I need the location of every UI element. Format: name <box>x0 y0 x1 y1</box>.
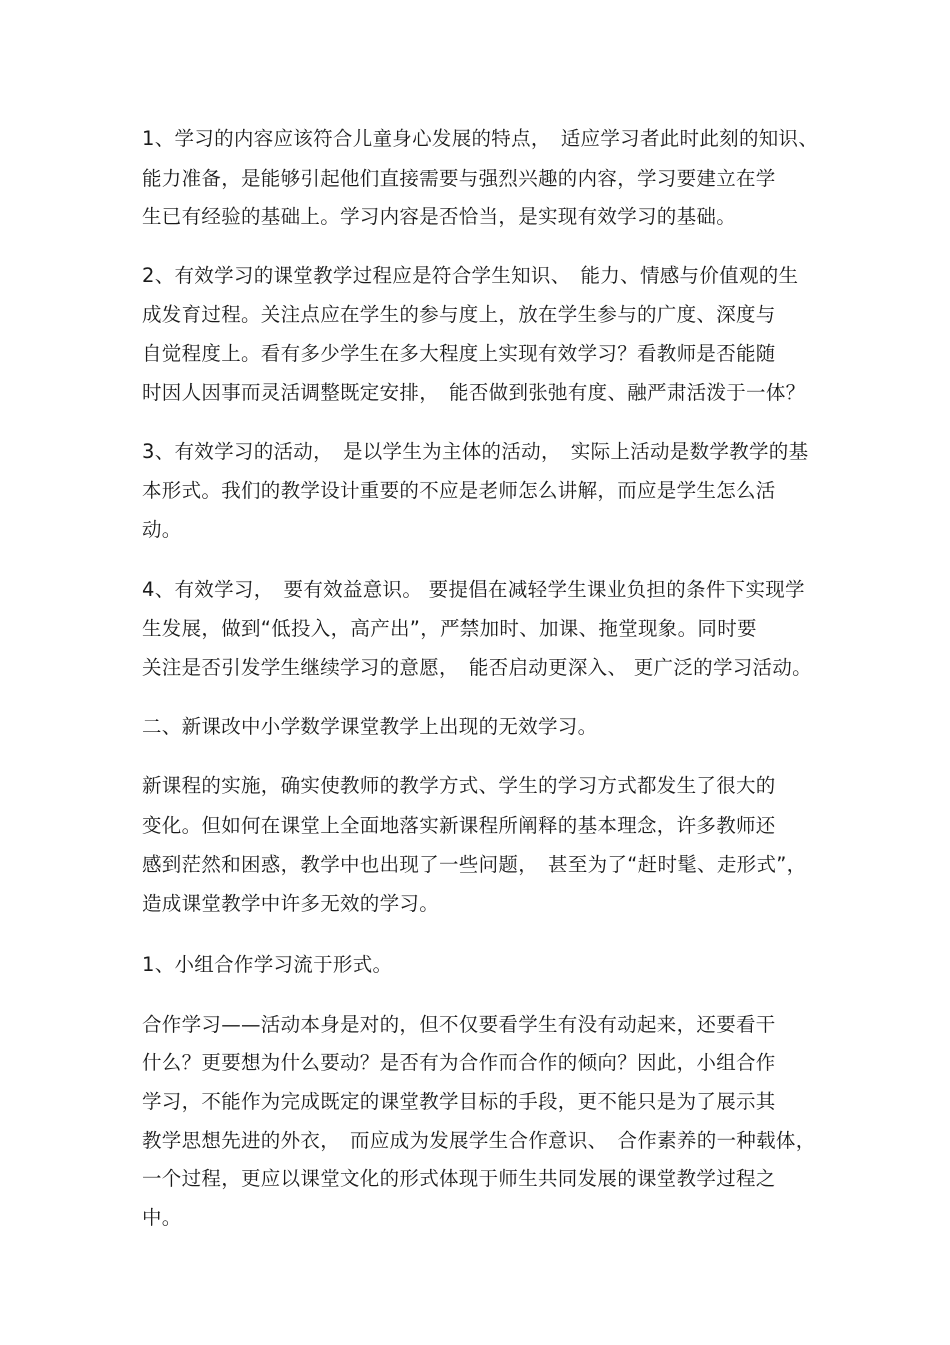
paragraph-2-line-1: 2、有效学习的课堂教学过程应是符合学生知识、 能力、情感与价值观的生 <box>142 264 799 287</box>
paragraph-2-line-3: 自觉程度上。看有多少学生在多大程度上实现有效学习？看教师是否能随 <box>142 342 776 365</box>
paragraph-8-line-4: 教学思想先进的外衣， 而应成为发展学生合作意识、 合作素养的一种载体， <box>142 1129 816 1152</box>
paragraph-3-line-1: 3、有效学习的活动， 是以学生为主体的活动， 实际上活动是数学教学的基 <box>142 440 809 463</box>
paragraph-8-line-5: 一个过程，更应以课堂文化的形式体现于师生共同发展的课堂教学过程之 <box>142 1167 776 1190</box>
paragraph-2-line-2: 成发育过程。关注点应在学生的参与度上，放在学生参与的广度、深度与 <box>142 303 776 326</box>
paragraph-8-line-1: 合作学习——活动本身是对的，但不仅要看学生有没有动起来，还要看干 <box>142 1013 776 1036</box>
paragraph-3-line-3: 动。 <box>142 518 182 541</box>
paragraph-3-line-2: 本形式。我们的教学设计重要的不应是老师怎么讲解，而应是学生怎么活 <box>142 479 776 502</box>
paragraph-1-line-1: 1、学习的内容应该符合儿童身心发展的特点， 适应学习者此时此刻的知识、 <box>142 127 819 150</box>
paragraph-8-line-2: 什么？更要想为什么要动？是否有为合作而合作的倾向？因此，小组合作 <box>142 1051 776 1074</box>
paragraph-6-line-4: 造成课堂教学中许多无效的学习。 <box>142 892 440 915</box>
paragraph-4-line-2: 生发展，做到“低投入，高产出”，严禁加时、加课、拖堂现象。同时要 <box>142 617 757 640</box>
paragraph-6-line-3: 感到茫然和困惑，教学中也出现了一些问题， 甚至为了“赶时髦、走形式”， <box>142 853 807 876</box>
paragraph-2-line-4: 时因人因事而灵活调整既定安排， 能否做到张弛有度、融严肃活泼于一体？ <box>142 381 806 404</box>
subheading: 1、小组合作学习流于形式。 <box>142 953 393 976</box>
section-heading: 二、新课改中小学数学课堂教学上出现的无效学习。 <box>142 715 598 738</box>
paragraph-4-line-1: 4、有效学习， 要有效益意识。 要提倡在减轻学生课业负担的条件下实现学 <box>142 578 805 601</box>
paragraph-4-line-3: 关注是否引发学生继续学习的意愿， 能否启动更深入、 更广泛的学习活动。 <box>142 656 812 679</box>
paragraph-8-line-3: 学习，不能作为完成既定的课堂教学目标的手段，更不能只是为了展示其 <box>142 1090 776 1113</box>
paragraph-1-line-2: 能力准备，是能够引起他们直接需要与强烈兴趣的内容，学习要建立在学 <box>142 167 776 190</box>
paragraph-8-line-6: 中。 <box>142 1206 182 1229</box>
paragraph-6-line-1: 新课程的实施，确实使教师的教学方式、学生的学习方式都发生了很大的 <box>142 774 776 797</box>
paragraph-6-line-2: 变化。但如何在课堂上全面地落实新课程所阐释的基本理念，许多教师还 <box>142 814 776 837</box>
paragraph-1-line-3: 生已有经验的基础上。学习内容是否恰当，是实现有效学习的基础。 <box>142 205 737 228</box>
